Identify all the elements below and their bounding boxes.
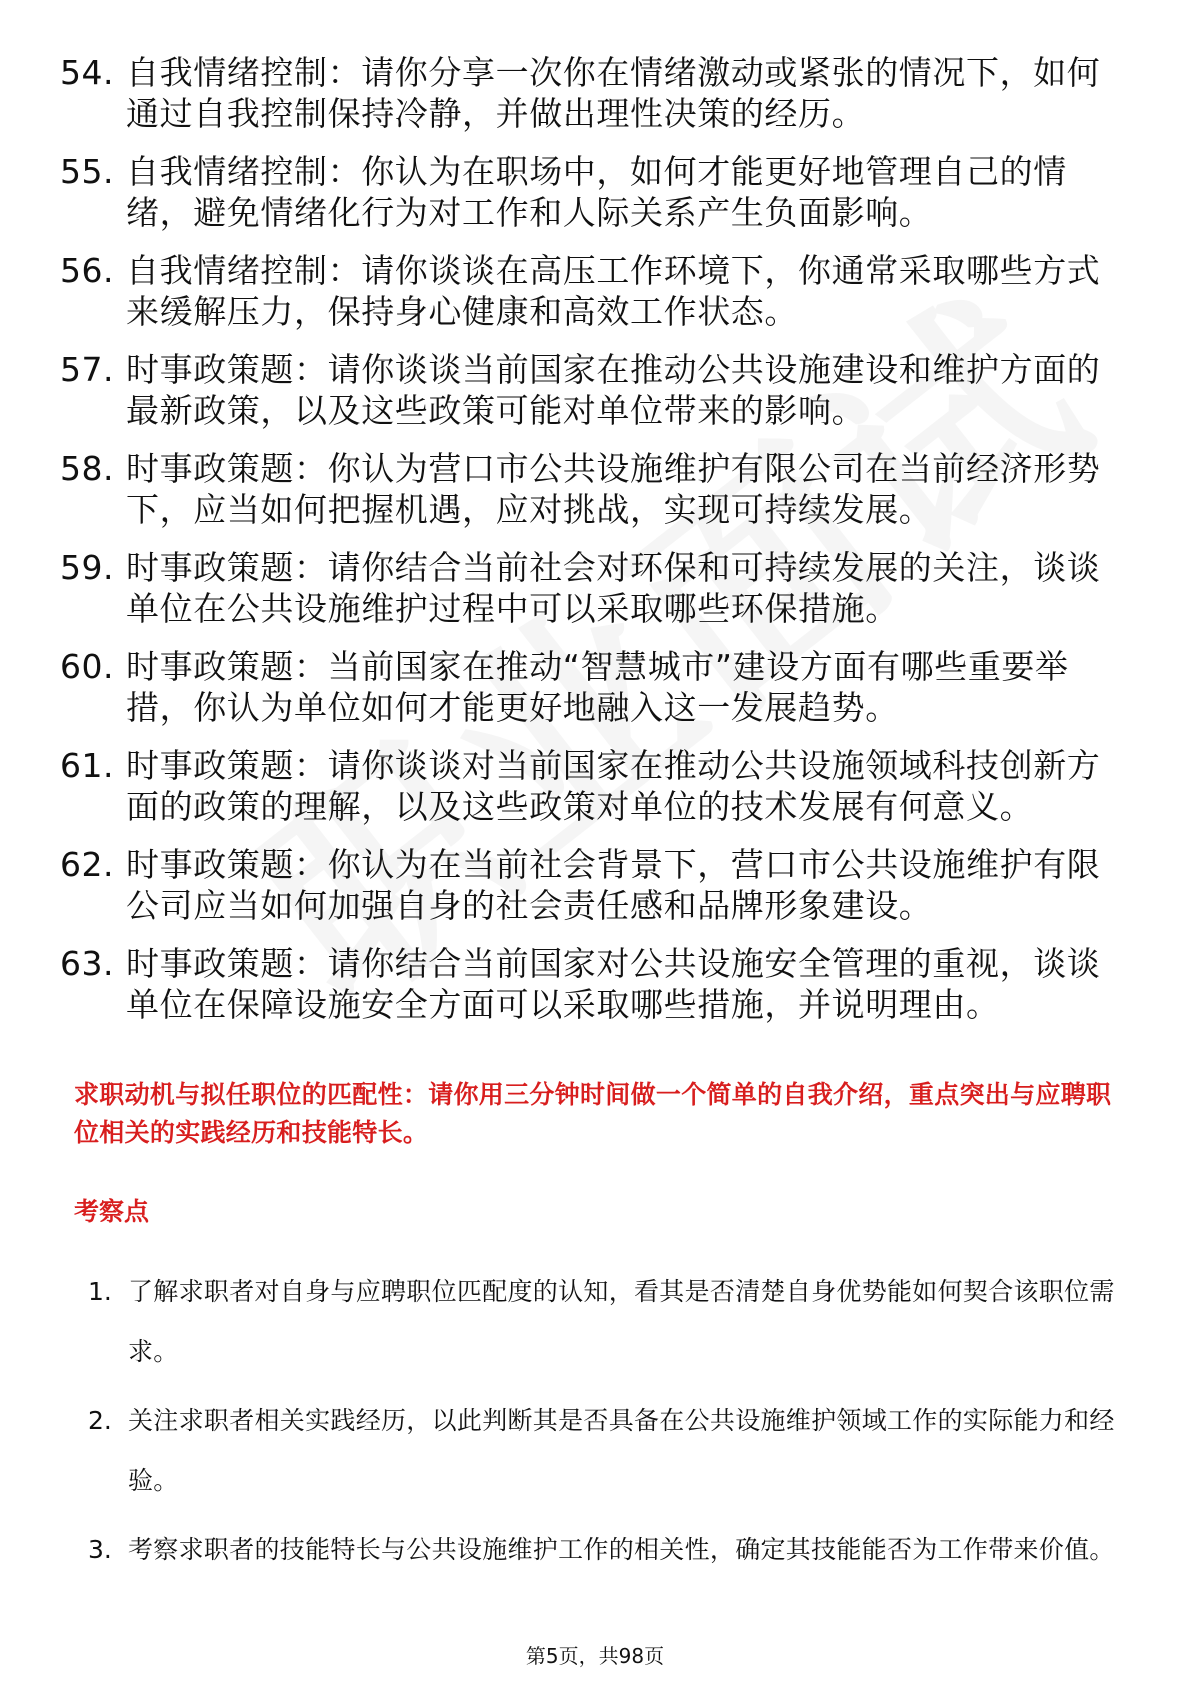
point-item (88, 1262, 1124, 1382)
question-text: 自我情绪控制：请你谈谈在高压工作环境下，你通常采取哪些方式来缓解压力，保持身心健康和高效工作状态。 (126, 251, 1101, 331)
question-item (60, 943, 1120, 1025)
point-number: 1. (88, 1277, 112, 1306)
question-text: 自我情绪控制：请你分享一次你在情绪激动或紧张的情况下，如何通过自我控制保持冷静，并做出理性决策的经历。 (126, 53, 1101, 133)
question-item (60, 52, 1120, 134)
point-text: 关注求职者相关实践经历，以此判断其是否具备在公共设施维护领域工作的实际能力和经验。 (128, 1406, 1115, 1495)
page-footer: 第5页，共98页 (525, 1644, 665, 1668)
assessment-points (88, 1262, 1124, 1589)
question-item (60, 448, 1120, 530)
question-item (60, 646, 1120, 728)
question-number: 54. (60, 53, 114, 92)
question-number: 60. (60, 647, 114, 686)
point-text: 了解求职者对自身与应聘职位匹配度的认知，看其是否清楚自身优势能如何契合该职位需求。 (128, 1277, 1115, 1366)
question-text: 时事政策题：你认为营口市公共设施维护有限公司在当前经济形势下，应当如何把握机遇，应对挑战，实现可持续发展。 (126, 449, 1101, 529)
point-number: 3. (88, 1535, 112, 1564)
question-number: 62. (60, 845, 114, 884)
question-number: 57. (60, 350, 114, 389)
question-text: 自我情绪控制：你认为在职场中，如何才能更好地管理自己的情绪，避免情绪化行为对工作和人际关系产生负面影响。 (126, 152, 1067, 232)
question-number: 59. (60, 548, 114, 587)
point-item (88, 1520, 1124, 1580)
question-number: 63. (60, 944, 114, 983)
question-text: 时事政策题：请你结合当前国家对公共设施安全管理的重视，谈谈单位在保障设施安全方面可以采取哪些措施，并说明理由。 (126, 944, 1101, 1024)
question-text: 时事政策题：请你谈谈当前国家在推动公共设施建设和维护方面的最新政策，以及这些政策可能对单位带来的影响。 (126, 350, 1101, 430)
question-text: 时事政策题：请你结合当前社会对环保和可持续发展的关注，谈谈单位在公共设施维护过程中可以采取哪些环保措施。 (126, 548, 1101, 628)
question-text: 时事政策题：当前国家在推动“智慧城市”建设方面有哪些重要举措，你认为单位如何才能更好地融入这一发展趋势。 (126, 647, 1069, 727)
question-text: 时事政策题：你认为在当前社会背景下，营口市公共设施维护有限公司应当如何加强自身的社会责任感和品牌形象建设。 (126, 845, 1101, 925)
question-number: 61. (60, 746, 114, 785)
question-item (60, 250, 1120, 332)
question-item (60, 547, 1120, 629)
question-item (60, 151, 1120, 233)
question-list (60, 52, 1120, 1042)
section-heading: 考察点 (74, 1197, 150, 1226)
point-item (88, 1391, 1124, 1511)
question-item (60, 349, 1120, 431)
question-item (60, 844, 1120, 926)
question-text: 时事政策题：请你谈谈对当前国家在推动公共设施领域科技创新方面的政策的理解，以及这些政策对单位的技术发展有何意义。 (126, 746, 1101, 826)
question-number: 56. (60, 251, 114, 290)
question-item (60, 745, 1120, 827)
question-number: 55. (60, 152, 114, 191)
question-number: 58. (60, 449, 114, 488)
highlight-question: 求职动机与拟任职位的匹配性：请你用三分钟时间做一个简单的自我介绍，重点突出与应聘职位相关的实践经历和技能特长。 (74, 1080, 1112, 1147)
point-text: 考察求职者的技能特长与公共设施维护工作的相关性，确定其技能能否为工作带来价值。 (128, 1535, 1115, 1564)
point-number: 2. (88, 1406, 112, 1435)
